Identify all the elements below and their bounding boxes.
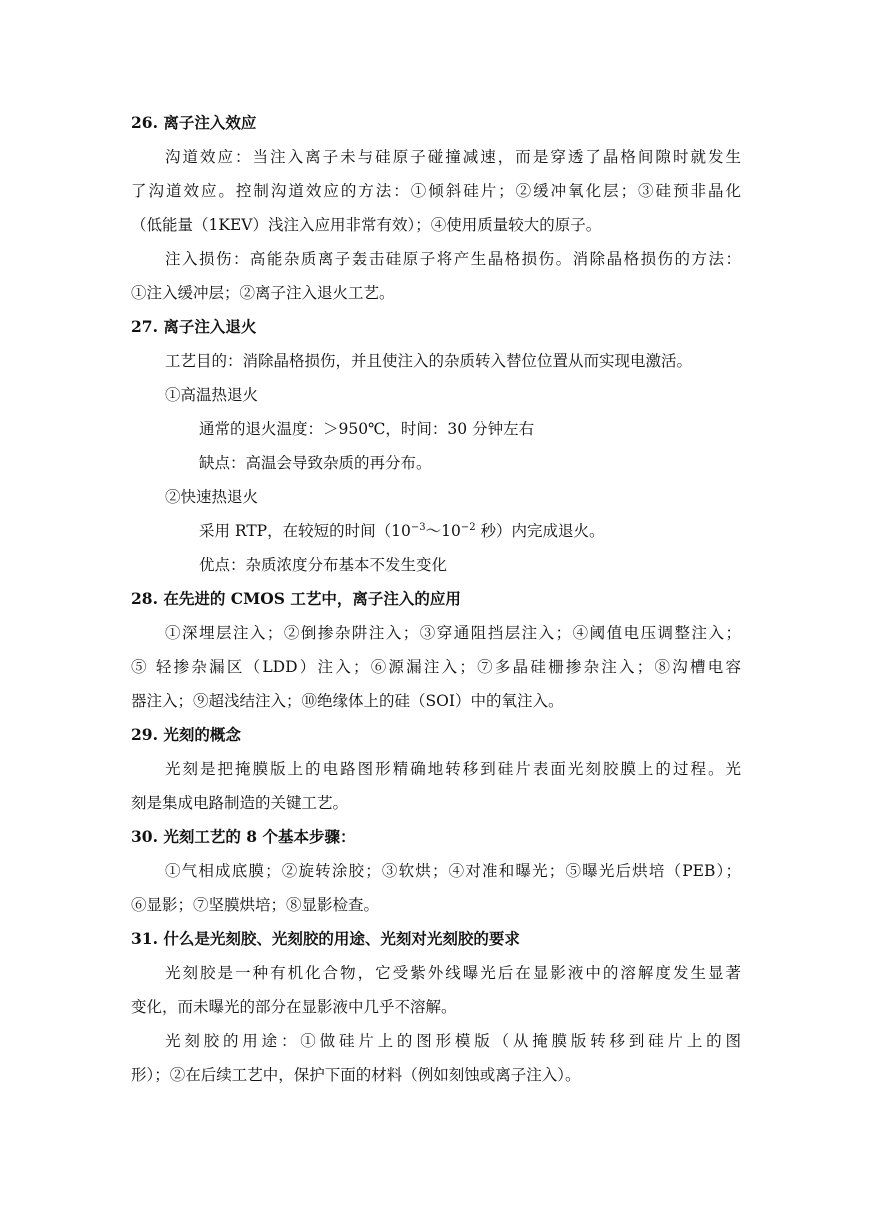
heading-31: 31. 什么是光刻胶、光刻胶的用途、光刻对光刻胶的要求 <box>131 929 520 948</box>
text-line: 沟道效应：当注入离子未与硅原子碰撞减速，而是穿透了晶格间隙时就发生 <box>165 148 741 166</box>
text-line: ①气相成底膜；②旋转涂胶；③软烘；④对准和曝光；⑤曝光后烘培（PEB）； <box>165 862 741 880</box>
method-rta-title: ②快速热退火 <box>165 488 259 506</box>
method-rta-params <box>131 514 741 548</box>
method-rta-advantage: 优点：杂质浓度分布基本不发生变化 <box>199 556 448 574</box>
text-line: 形）；②在后续工艺中，保护下面的材料（例如刻蚀或离子注入）。 <box>131 1066 581 1084</box>
text-line: ①深埋层注入；②倒掺杂阱注入；③穿通阻挡层注入；④阈值电压调整注入； <box>165 624 741 642</box>
paragraph-lithography-concept <box>131 752 741 820</box>
rta-text-mid: ～10 <box>425 522 461 540</box>
text-line: 器注入；⑨超浅结注入；⑩绝缘体上的硅（SOI）中的氧注入。 <box>131 692 564 710</box>
rta-exponent-1: −3 <box>410 522 426 533</box>
rta-text-pre: 采用 RTP，在较短的时间（10 <box>199 522 411 540</box>
text-line: ①注入缓冲层；②离子注入退火工艺。 <box>131 284 395 302</box>
text-line: 光刻胶是一种有机化合物，它受紫外线曝光后在显影液中的溶解度发生显著 <box>165 964 741 982</box>
paragraph-photoresist-definition <box>131 956 741 1024</box>
heading-28: 28. 在先进的 CMOS 工艺中，离子注入的应用 <box>131 589 461 608</box>
anneal-purpose: 工艺目的：消除晶格损伤，并且使注入的杂质转入替位位置从而实现电激活。 <box>165 352 693 370</box>
rta-exponent-2: −2 <box>460 522 476 533</box>
text-line: 注入损伤：高能杂质离子轰击硅原子将产生晶格损伤。消除晶格损伤的方法： <box>165 250 741 268</box>
text-line: 光刻是把掩膜版上的电路图形精确地转移到硅片表面光刻胶膜上的过程。光 <box>165 760 741 778</box>
text-line: ⑥显影；⑦坚膜烘培；⑧显影检查。 <box>131 896 380 914</box>
method-high-temp-drawback: 缺点：高温会导致杂质的再分布。 <box>199 454 432 472</box>
paragraph-implant-damage <box>131 242 741 310</box>
text-line: 刻是集成电路制造的关键工艺。 <box>131 794 349 812</box>
heading-26: 26. 离子注入效应 <box>131 113 257 132</box>
paragraph-lithography-steps <box>131 854 741 922</box>
heading-29: 29. 光刻的概念 <box>131 725 241 744</box>
document-page <box>131 106 741 1092</box>
method-high-temp-title: ①高温热退火 <box>165 386 259 404</box>
paragraph-photoresist-uses <box>131 1024 741 1092</box>
paragraph-channeling-effect <box>131 140 741 242</box>
text-line: 了沟道效应。控制沟道效应的方法：①倾斜硅片；②缓冲氧化层；③硅预非晶化 <box>131 182 741 200</box>
method-high-temp-params: 通常的退火温度：＞950℃，时间：30 分钟左右 <box>199 420 535 438</box>
heading-27: 27. 离子注入退火 <box>131 317 257 336</box>
rta-text-post: 秒）内完成退火。 <box>475 522 605 540</box>
text-line: 光刻胶的用途：①做硅片上的图形模版（从掩膜版转移到硅片上的图 <box>165 1032 741 1050</box>
text-line: ⑤ 轻掺杂漏区（LDD）注入；⑥源漏注入；⑦多晶硅栅掺杂注入；⑧沟槽电容 <box>131 658 741 676</box>
text-line: （低能量（1KEV）浅注入应用非常有效）；④使用质量较大的原子。 <box>131 216 602 234</box>
paragraph-implant-applications <box>131 616 741 718</box>
heading-30: 30. 光刻工艺的 8 个基本步骤： <box>131 827 356 846</box>
text-line: 变化，而未曝光的部分在显影液中几乎不溶解。 <box>131 998 457 1016</box>
